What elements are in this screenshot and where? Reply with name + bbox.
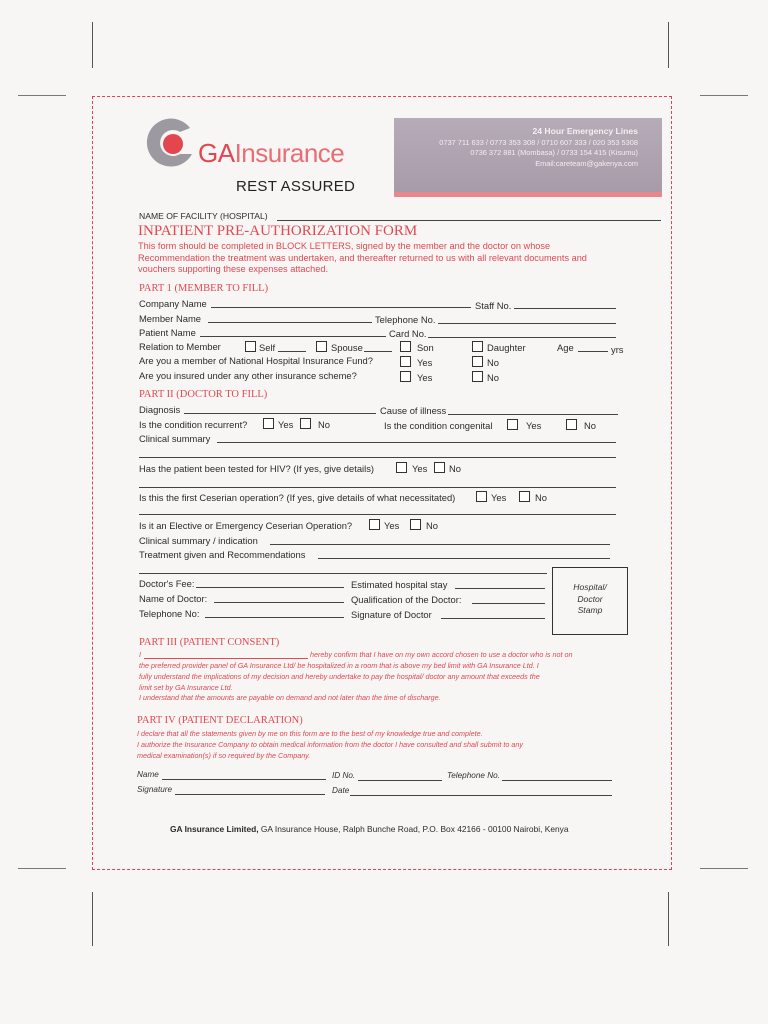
consent-line3: fully understand the implications of my decision and hereby undertake to pay the hospital/ doctor any amount that exceeds the [139, 672, 540, 681]
congenital-no-label: No [584, 420, 596, 431]
treatment-field-2[interactable] [139, 573, 547, 574]
doctor-signature-field[interactable] [441, 618, 545, 619]
ceserian-yes-label: Yes [491, 492, 507, 503]
doctors-fee-field[interactable] [196, 587, 344, 588]
crop-mark [92, 892, 93, 946]
consent-line1: hereby confirm that I have on my own accord chosen to use a doctor who is not on [310, 650, 573, 659]
doctor-telephone-label: Telephone No: [139, 608, 200, 619]
tagline: REST ASSURED [236, 178, 356, 195]
company-name-label: Company Name [139, 298, 207, 309]
telephone-field[interactable] [438, 323, 616, 324]
part2-heading: PART II (DOCTOR TO FILL) [139, 389, 268, 400]
hiv-details-field[interactable] [139, 487, 616, 488]
spouse-label: Spouse [331, 342, 363, 353]
consent-line5: I understand that the amounts are payable on demand and not later than the time of discharge. [139, 693, 441, 702]
spouse-underline [364, 351, 392, 352]
elective-no-checkbox[interactable] [410, 519, 421, 530]
congenital-yes-label: Yes [526, 420, 542, 431]
clinical-indication-label: Clinical summary / indication [139, 535, 258, 546]
decl-date-label: Date [332, 786, 350, 795]
clinical-summary-label: Clinical summary [139, 433, 211, 444]
facility-label: NAME OF FACILITY (HOSPITAL) [139, 211, 268, 221]
consent-name-field[interactable] [144, 658, 308, 659]
footer-address-text: GA Insurance House, Ralph Bunche Road, P.O. Box 42166 - 00100 Nairobi, Kenya [258, 824, 569, 834]
recurrent-no-label: No [318, 419, 330, 430]
emergency-box [394, 118, 662, 192]
form-title: INPATIENT PRE-AUTHORIZATION FORM [138, 223, 418, 239]
company-name-field[interactable] [211, 307, 471, 308]
declaration-line1: I declare that all the statements given by me on this form are to the best of my knowledge true and complete. [137, 729, 483, 738]
elective-question: Is it an Elective or Emergency Ceserian Operation? [139, 520, 353, 531]
crop-mark [668, 22, 669, 68]
recurrent-question: Is the condition recurrent? [139, 419, 248, 430]
form-intro: This form should be completed in BLOCK LETTERS, signed by the member and the doctor on whose Recommendation the treatment was undertaken, and thereafter returned to us with all relevant documents and vouchers supporting these expenses attached. [138, 241, 587, 275]
crop-mark [668, 892, 669, 946]
estimated-stay-label: Estimated hospital stay [351, 579, 448, 590]
elective-no-label: No [426, 520, 438, 531]
age-field[interactable] [578, 351, 608, 352]
decl-signature-field[interactable] [175, 794, 325, 795]
congenital-question: Is the condition congenital [384, 420, 493, 431]
cause-label: Cause of illness [380, 405, 447, 416]
crop-mark [18, 868, 66, 869]
patient-name-field[interactable] [200, 336, 386, 337]
ceserian-no-checkbox[interactable] [519, 491, 530, 502]
daughter-label: Daughter [487, 342, 526, 353]
other-yes-label: Yes [417, 372, 433, 383]
brand-insurance: Insurance [234, 138, 345, 168]
nhif-no-checkbox[interactable] [472, 356, 483, 367]
decl-id-label: ID No. [332, 771, 356, 780]
other-no-checkbox[interactable] [472, 371, 483, 382]
treatment-label: Treatment given and Recommendations [139, 549, 306, 560]
doctor-name-label: Name of Doctor: [139, 593, 208, 604]
consent-line4: limit set by GA Insurance Ltd. [139, 683, 233, 692]
recurrent-yes-checkbox[interactable] [263, 418, 274, 429]
hiv-yes-checkbox[interactable] [396, 462, 407, 473]
other-no-label: No [487, 372, 499, 383]
crop-mark [700, 868, 748, 869]
brand-ga: GA [198, 138, 235, 168]
doctors-fee-label: Doctor's Fee: [139, 578, 195, 589]
doctor-name-field[interactable] [214, 602, 344, 603]
ga-logo-icon [140, 116, 198, 168]
stamp-line2: Doctor [577, 593, 603, 604]
clinical-summary-field-2[interactable] [139, 457, 616, 458]
nhif-question: Are you a member of National Hospital Insurance Fund? [139, 355, 373, 366]
decl-signature-label: Signature [137, 785, 173, 794]
son-checkbox[interactable] [400, 341, 411, 352]
emergency-title: 24 Hour Emergency Lines [532, 126, 638, 136]
patient-name-label: Patient Name [139, 327, 196, 338]
yrs-label: yrs [611, 344, 624, 355]
brand-name [198, 138, 344, 169]
crop-mark [92, 22, 93, 68]
age-label: Age [557, 342, 574, 353]
ceserian-no-label: No [535, 492, 547, 503]
emergency-bar [394, 192, 662, 197]
emergency-line2: 0736 372 881 (Mombasa) / 0733 154 415 (Kisumu) [470, 148, 638, 158]
footer-company: GA Insurance Limited, [170, 824, 259, 834]
doctor-telephone-field[interactable] [205, 617, 344, 618]
part1-heading: PART 1 (MEMBER TO FILL) [139, 283, 269, 294]
congenital-yes-checkbox[interactable] [507, 419, 518, 430]
estimated-stay-field[interactable] [455, 588, 545, 589]
qualification-label: Qualification of the Doctor: [351, 594, 462, 605]
self-label: Self [259, 342, 276, 353]
decl-name-label: Name [137, 770, 159, 779]
diagnosis-field[interactable] [184, 413, 376, 414]
consent-line2: the preferred provider panel of GA Insurance Ltd/ be hospitalized in a room that is above my bed limit with GA Insurance Ltd. I [139, 661, 539, 670]
elective-yes-checkbox[interactable] [369, 519, 380, 530]
qualification-field[interactable] [472, 603, 545, 604]
decl-id-field[interactable] [358, 780, 442, 781]
part4-heading: PART IV (PATIENT DECLARATION) [137, 715, 303, 726]
diagnosis-label: Diagnosis [139, 404, 181, 415]
facility-field[interactable] [277, 220, 661, 221]
elective-yes-label: Yes [384, 520, 400, 531]
emergency-line1: 0737 711 633 / 0773 353 308 / 0710 607 333 / 020 353 5308 [439, 137, 638, 147]
declaration-line3: medical examination(s) if so required by the Company. [137, 751, 311, 760]
footer-address [170, 824, 569, 834]
son-label: Son [417, 342, 434, 353]
ceserian-question: Is this the first Ceserian operation? (If yes, give details of what necessitated) [139, 492, 456, 503]
hiv-no-checkbox[interactable] [434, 462, 445, 473]
nhif-no-label: No [487, 357, 499, 368]
treatment-field[interactable] [318, 558, 610, 559]
staff-no-label: Staff No. [475, 300, 512, 311]
nhif-yes-label: Yes [417, 357, 433, 368]
stamp-line1: Hospital/ [573, 582, 607, 592]
congenital-no-checkbox[interactable] [566, 419, 577, 430]
decl-telephone-field[interactable] [502, 780, 612, 781]
hiv-yes-label: Yes [412, 463, 428, 474]
self-checkbox[interactable] [245, 341, 256, 352]
stamp-line3: Stamp [577, 605, 603, 615]
hiv-no-label: No [449, 463, 461, 474]
decl-telephone-label: Telephone No. [447, 771, 500, 780]
self-underline [278, 351, 306, 352]
part3-heading: PART III (PATIENT CONSENT) [139, 637, 280, 648]
daughter-checkbox[interactable] [472, 341, 483, 352]
decl-name-field[interactable] [162, 779, 326, 780]
ceserian-yes-checkbox[interactable] [476, 491, 487, 502]
relation-label: Relation to Member [139, 341, 221, 352]
crop-mark [700, 95, 748, 96]
telephone-label: Telephone No. [375, 314, 436, 325]
cause-field[interactable] [448, 414, 618, 415]
ceserian-details-field[interactable] [139, 514, 616, 515]
clinical-indication-field[interactable] [270, 544, 610, 545]
nhif-yes-checkbox[interactable] [400, 356, 411, 367]
other-insurance-question: Are you insured under any other insurance scheme? [139, 370, 357, 381]
member-name-field[interactable] [208, 322, 372, 323]
card-no-label: Card No. [389, 328, 427, 339]
member-name-label: Member Name [139, 313, 201, 324]
hiv-question: Has the patient been tested for HIV? (If yes, give details) [139, 463, 375, 474]
recurrent-no-checkbox[interactable] [300, 418, 311, 429]
staff-no-field[interactable] [514, 308, 616, 309]
hospital-stamp-box[interactable] [552, 567, 628, 635]
doctor-signature-label: Signature of Doctor [351, 609, 432, 620]
clinical-summary-field[interactable] [217, 442, 616, 443]
crop-mark [18, 95, 66, 96]
card-no-field[interactable] [428, 337, 616, 338]
consent-i: I [139, 650, 141, 659]
decl-date-field[interactable] [350, 795, 612, 796]
emergency-email: Email:careteam@gakenya.com [535, 158, 638, 168]
spouse-checkbox[interactable] [316, 341, 327, 352]
other-yes-checkbox[interactable] [400, 371, 411, 382]
declaration-line2: I authorize the Insurance Company to obtain medical information from the doctor I have consulted and shall submit to any [137, 740, 523, 749]
recurrent-yes-label: Yes [278, 419, 294, 430]
